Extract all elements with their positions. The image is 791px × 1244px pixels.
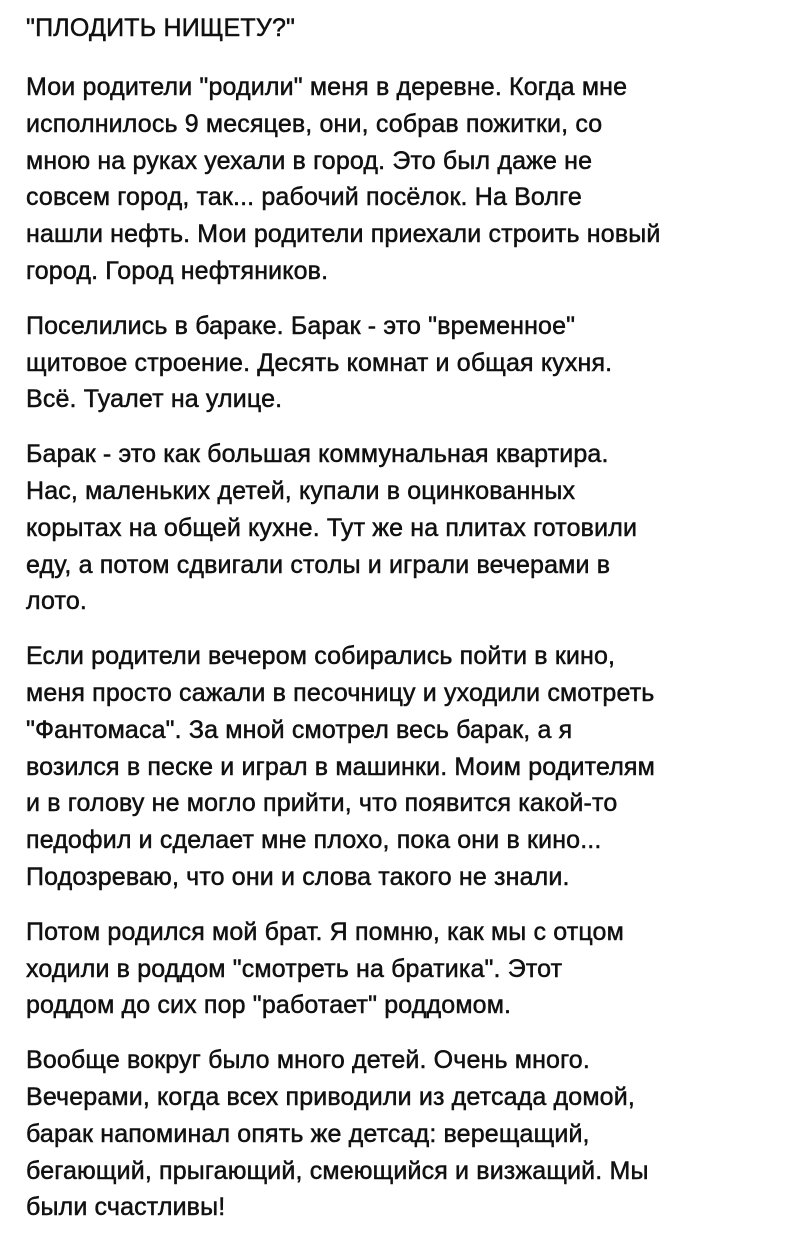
text-line: Всё. Туалет на улице. xyxy=(26,385,283,414)
text-line: барак напоминал опять же детсад: верещащий, xyxy=(26,1119,590,1148)
text-line: ходили в роддом "смотреть на братика". Этот xyxy=(26,954,563,983)
text-line: щитовое строение. Десять комнат и общая кухня. xyxy=(26,348,613,377)
text-line: исполнилось 9 месяцев, они, собрав пожитки, со xyxy=(26,109,603,138)
text-line: Если родители вечером собирались пойти в кино, xyxy=(26,642,616,671)
text-line: Нас, маленьких детей, купали в оцинкованных xyxy=(26,476,576,505)
text-line: педофил и сделает мне плохо, пока они в кино... xyxy=(26,826,602,855)
text-line: Вообще вокруг было много детей. Очень много. xyxy=(26,1046,590,1075)
paragraph-4 xyxy=(26,638,771,896)
text-line: город. Город нефтяников. xyxy=(26,256,329,285)
text-line: Барак - это как большая коммунальная квартира. xyxy=(26,440,609,469)
text-line: Подозреваю, что они и слова такого не знали. xyxy=(26,862,570,891)
text-line: роддом до сих пор "работает" роддомом. xyxy=(26,991,512,1020)
text-line: Мои родители "родили" меня в деревне. Когда мне xyxy=(26,73,628,101)
paragraph-5 xyxy=(26,914,771,1024)
post-body xyxy=(26,8,771,1244)
text-line: совсем город, так... рабочий посёлок. На Волге xyxy=(26,183,582,212)
text-line: возился в песке и играл в машинки. Моим родителям xyxy=(26,752,655,781)
paragraph-1 xyxy=(26,69,771,290)
paragraph-3 xyxy=(26,436,771,620)
text-line: "Фантомаса". За мной смотрел весь барак, а я xyxy=(26,715,573,744)
text-line: мною на руках уехали в город. Это был даже не xyxy=(26,146,593,175)
text-line: корытах на общей кухне. Тут же на плитах готовили xyxy=(26,513,638,542)
text-line: и в голову не могло прийти, что появится какой-то xyxy=(26,789,618,818)
paragraph-2 xyxy=(26,308,771,418)
text-line: бегающий, прыгающий, смеющийся и визжащий. Мы xyxy=(26,1156,649,1185)
text-line: были счастливы! xyxy=(26,1193,226,1222)
paragraph-6 xyxy=(26,1042,771,1226)
text-line: лото. xyxy=(26,587,87,616)
text-line: Поселились в бараке. Барак - это "временное" xyxy=(26,311,576,340)
text-line: Вечерами, когда всех приводили из детсада домой, xyxy=(26,1082,635,1111)
text-line: нашли нефть. Мои родители приехали строить новый xyxy=(26,220,661,249)
text-line: меня просто сажали в песочницу и уходили смотреть xyxy=(26,678,655,707)
text-line: Потом родился мой брат. Я помню, как мы с отцом xyxy=(26,917,624,946)
text-line: еду, а потом сдвигали столы и играли вечерами в xyxy=(26,550,611,579)
post-title: "ПЛОДИТЬ НИЩЕТУ?" xyxy=(26,14,296,42)
